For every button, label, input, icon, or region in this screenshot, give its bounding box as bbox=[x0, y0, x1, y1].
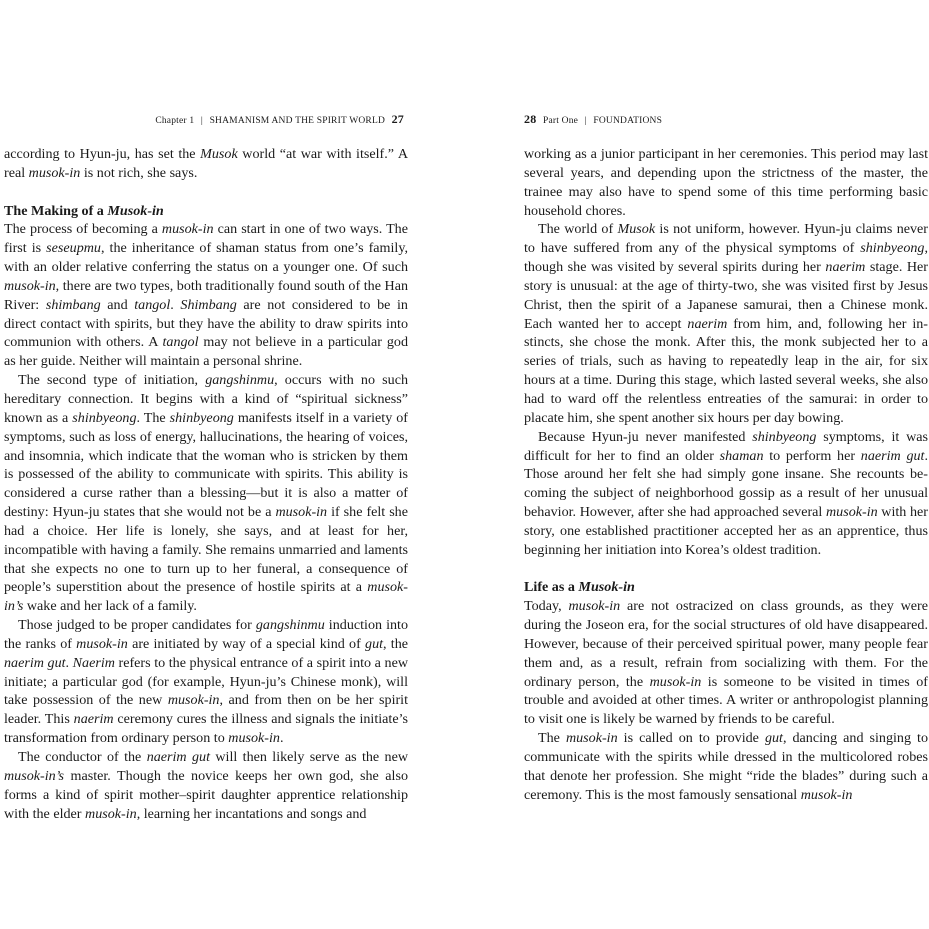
paragraph: The world of Musok is not uniform, however. Hyun-ju claims never to have suffered from any of the physical symptoms of shinbyeong, though she was visited by several spirits during her naerim stage. Her story is unusual: at the age of thirty-two, she was visited first by Jesus Christ, then the spirit of a Japanese samurai, then a Chinese monk. Each wanted her to accept naerim from him, and, following her instincts, she chose the monk. After this, the monk subjected her to a series of trials, such as having to repeatedly leap in the air, for six hours at a time. During this stage, which lasted several weeks, she also had to ward off the relentless entreaties of the samurai: in order to placate him, she spent another six hours per day bowing. bbox=[524, 221, 928, 426]
running-head-left bbox=[155, 112, 408, 127]
page-number: 27 bbox=[391, 112, 404, 126]
part-label: Part One bbox=[542, 116, 579, 126]
running-head-separator: | bbox=[584, 116, 587, 126]
paragraph: Because Hyun-ju never manifested shinbyeong symptoms, it was difficult for her to find an older shaman to perform her naerim gut. Those around her felt she had simply gone insane. She recounts becoming the subject of neighborhood gossip as a result of her unusual behavior. However, after she had approached several musok-in with her story, one established practitioner accepted her as an apprentice, thus beginning her initiation into Korea’s oldest tradition. bbox=[524, 428, 929, 558]
paragraph: Today, musok-in are not ostracized on class grounds, as they were during the Joseon era, for the social structures of old have disappeared. However, because of their perceived spiritual power, many people fear them and, as a result, refrain from socializing with them. For the ordinary person, the musok-in is someone to be visited in times of trouble and avoided at other times. A writer or anthropologist planning to visit one is likely be warned by friends to be careful. bbox=[524, 598, 928, 728]
paragraph: The musok-in is called on to provide gut, dancing and singing to communicate with the spirits while dressed in the multicolored robes that denote her profession. She might “ride the blades” during such a ceremony. This is the most famously sensational musok-in bbox=[524, 730, 929, 803]
part-title: FOUNDATIONS bbox=[593, 116, 663, 126]
running-head-separator: | bbox=[200, 116, 203, 126]
left-page-body bbox=[4, 145, 408, 823]
section-heading: The Making of a Musok-in bbox=[4, 202, 164, 219]
paragraph: The conductor of the naerim gut will then likely serve as the new musok-in’s master. Though the novice keeps her own god, she also forms a kind of spirit mother–spirit daughter apprentice relationship with the elder musok-in, learning her incantations and songs and bbox=[4, 749, 409, 822]
paragraph: The process of becoming a musok-in can start in one of two ways. The first is seseupmu, the inheritance of shaman status from one’s family, with an older relative conferring the status on a younger one. Of such musok-in, there are two types, both traditionally found south of the Han River: shimbang and tangol. Shimbang are not considered to be in direct contact with spirits, but they have the ability to draw spirits into communion with others. A tangol may not believe in a particular god as her guide. Neither will maintain a personal shrine. bbox=[4, 221, 408, 370]
section-heading: Life as a Musok-in bbox=[524, 579, 635, 596]
chapter-label: Chapter 1 bbox=[155, 116, 195, 126]
chapter-title: SHAMANISM AND THE SPIRIT WORLD bbox=[209, 116, 386, 126]
right-page-body bbox=[524, 145, 928, 805]
paragraph: according to Hyun-ju, has set the Musok world “at war with itself.” A real musok-in is not rich, she says. bbox=[4, 146, 408, 181]
paragraph: working as a junior participant in her ceremonies. This period may last several years, and depending upon the strictness of the master, the trainee may also have to spend some of this time performing basic household chores. bbox=[524, 146, 928, 219]
paragraph: The second type of initiation, gangshinmu, occurs with no such hereditary connection. It begins with a kind of “spiritual sickness” known as a shinbyeong. The shinbyeong manifests itself in a variety of symptoms, such as loss of energy, hallucinations, the hearing of voices, and insomnia, which indicate that the woman who is stricken by them is possessed of the ability to communicate with spirits. This ability is considered a curse rather than a blessing—but it is also a matter of destiny: Hyun-ju states that she would not be a musok-in if she felt she had a choice. Her life is lonely, she says, and at least for her, incompatible with having a family. She remains unmarried and laments that she expects no one to turn up to her funeral, a consequence of people’s superstition about the presence of hostile spirits at a musok-in’s wake and her lack of a family. bbox=[4, 372, 408, 615]
page-number: 28 bbox=[524, 112, 537, 126]
running-head-right bbox=[524, 112, 662, 127]
paragraph: Those judged to be proper candidates for gangshinmu induction into the ranks of musok-in are initiated by way of a special kind of gut, the naerim gut. Naerim refers to the physical entrance of a spirit into a new initiate; a particular god (for example, Hyun-ju’s Chinese monk), will take possession of the new musok-in, and from then on be her spirit leader. This naerim ceremony cures the illness and signals the initiate’s transformation from ordinary person to musok-in. bbox=[4, 617, 409, 747]
